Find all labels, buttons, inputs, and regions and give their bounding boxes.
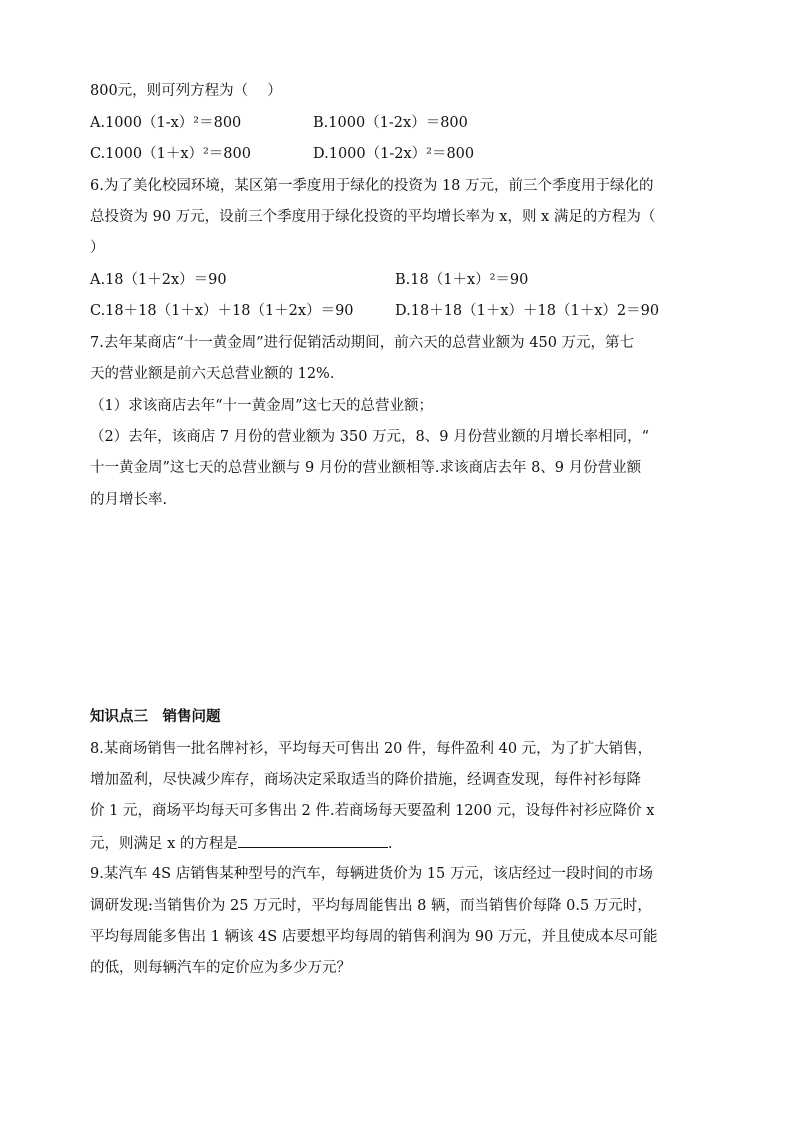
- q8-line-3: 价 1 元，商场平均每天可多售出 2 件.若商场每天要盈利 1200 元，设每件衬衫应降价 x: [90, 803, 655, 819]
- q5-stem-tail: 800元，则可列方程为（ ）: [90, 83, 282, 99]
- q6-line-1: 6.为了美化校园环境，某区第一季度用于绿化的投资为 18 万元，前三个季度用于绿化的: [90, 178, 654, 194]
- q9-line-4: 的低，则每辆汽车的定价应为多少万元？: [90, 960, 351, 976]
- q7-part-2-line-2: 十一黄金周”这七天的总营业额与 9 月份的营业额相等.求该商店去年 8、9 月份营业额: [90, 460, 642, 476]
- q7-part-2-line-1: （2）去年，该商店 7 月份的营业额为 350 万元，8、9 月份营业额的月增长率相同，“: [90, 429, 650, 445]
- q7-part-1: （1）求该商店去年“十一黄金周”这七天的总营业额；: [90, 398, 434, 414]
- q8-line-4-text: 元，则满足 x 的方程是: [90, 836, 238, 852]
- q5-option-c: C.1000（1＋x）²＝800: [90, 146, 251, 162]
- q6-option-b: B.18（1＋x）²＝90: [395, 272, 529, 288]
- q6-line-3: ）: [90, 240, 105, 256]
- answer-blank[interactable]: [238, 833, 388, 848]
- q7-line-2: 天的营业额是前六天总营业额的 12%．: [90, 366, 345, 382]
- q9-line-2: 调研发现:当销售价为 25 万元时，平均每周能售出 8 辆，而当销售价每降 0.5 万元时，: [90, 898, 652, 914]
- q6-option-c: C.18＋18（1＋x）＋18（1＋2x）＝90: [90, 303, 354, 319]
- q5-option-a: A.1000（1-x）²＝800: [90, 115, 242, 131]
- q9-line-3: 平均每周能多售出 1 辆该 4S 店要想平均每周的销售利润为 90 万元，并且使成本尽可能: [90, 929, 658, 945]
- q7-part-2-line-3: 的月增长率.: [90, 492, 168, 508]
- q9-line-1: 9.某汽车 4S 店销售某种型号的汽车，每辆进货价为 15 万元，该店经过一段时间的市场: [90, 866, 653, 882]
- q5-option-b: B.1000（1-2x）＝800: [313, 115, 468, 131]
- q8-line-1: 8.某商场销售一批名牌衬衫，平均每天可售出 20 件，每件盈利 40 元，为了扩大销售，: [90, 741, 653, 757]
- q7-line-1: 7.去年某商店“十一黄金周”进行促销活动期间，前六天的总营业额为 450 万元，第七: [90, 335, 635, 351]
- q5-option-d: D.1000（1-2x）²＝800: [313, 146, 475, 162]
- q8-line-2: 增加盈利，尽快减少库存，商场决定采取适当的降价措施，经调查发现，每件衬衫每降: [90, 772, 641, 788]
- section-heading: 知识点三 销售问题: [90, 708, 221, 725]
- q6-option-d: D.18＋18（1＋x）＋18（1＋x）2＝90: [395, 303, 660, 319]
- q6-line-2: 总投资为 90 万元，设前三个季度用于绿化投资的平均增长率为 x，则 x 满足的方程为（: [90, 209, 656, 225]
- q6-option-a: A.18（1＋2x）＝90: [90, 272, 227, 288]
- q8-line-4: [90, 833, 393, 854]
- q8-line-4-end: .: [387, 836, 393, 852]
